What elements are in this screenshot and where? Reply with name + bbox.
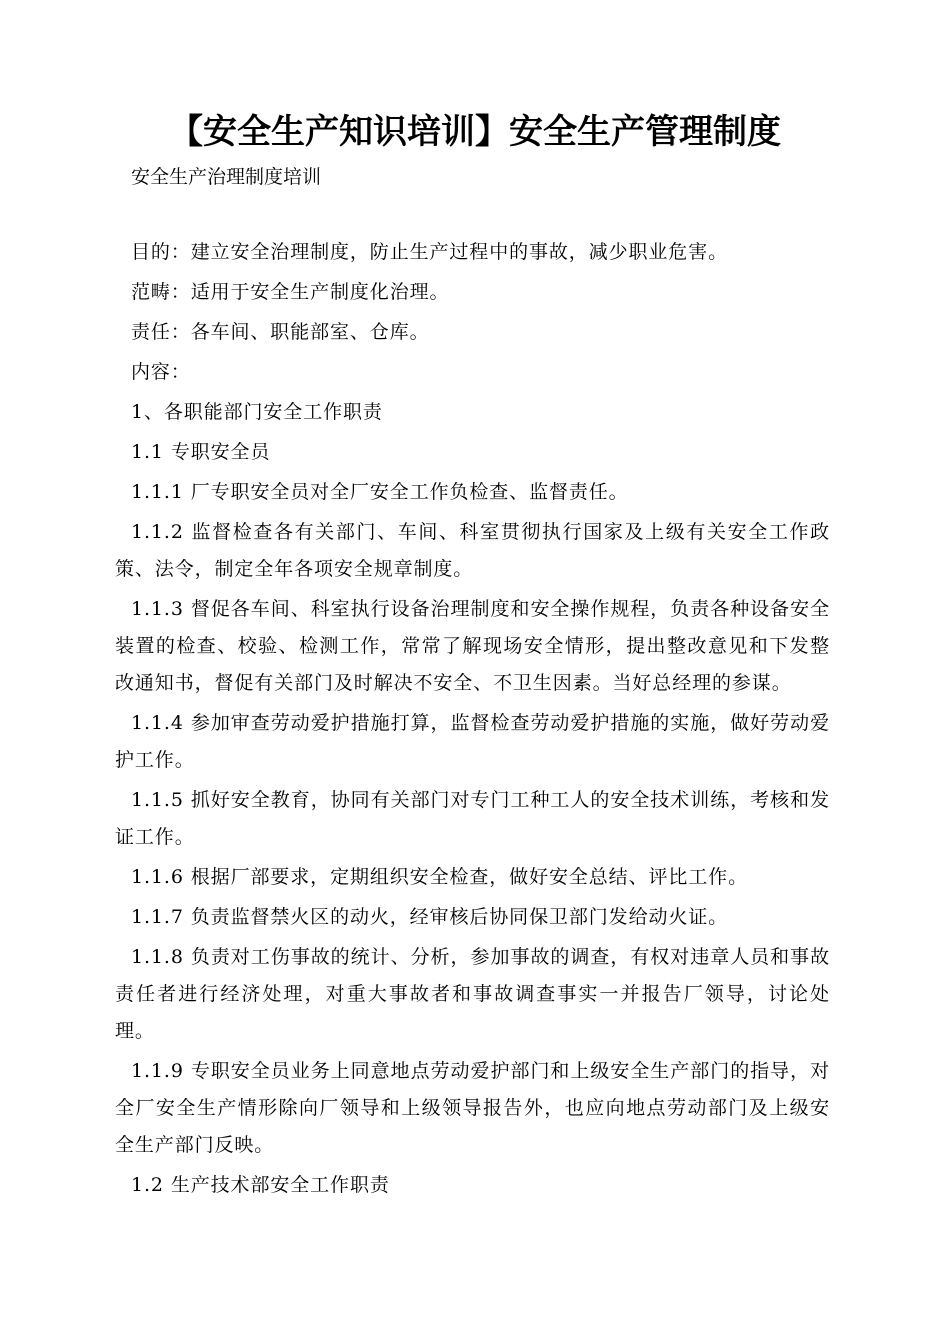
clause-1-1-9: 1.1.9 专职安全员业务上同意地点劳动爱护部门和上级安全生产部门的指导，对全厂安全生产情形除向厂领导和上级领导报告外，也应向地点劳动部门及上级安全生产部门反映。 bbox=[115, 1060, 830, 1156]
paragraph-responsibility: 责任：各车间、职能部室、仓库。 bbox=[131, 321, 430, 343]
section-heading-1: 1、各职能部门安全工作职责 bbox=[131, 401, 383, 423]
document-subtitle: 安全生产治理制度培训 bbox=[131, 166, 322, 188]
document-body bbox=[115, 234, 830, 1207]
clause-1-1-3: 1.1.3 督促各车间、科室执行设备治理制度和安全操作规程，负责各种设备安全装置的检查、校验、检测工作，常常了解现场安全情形，提出整改意见和下发整改通知书，督促有关部门及时解决不安全、不卫生因素。当好总经理的参谋。 bbox=[115, 598, 830, 694]
section-heading-1-2: 1.2 生产技术部安全工作职责 bbox=[131, 1174, 390, 1196]
section-heading-1-1: 1.1 专职安全员 bbox=[131, 441, 271, 463]
document-title: 【安全生产知识培训】安全生产管理制度 bbox=[169, 112, 781, 152]
clause-1-1-6: 1.1.6 根据厂部要求，定期组织安全检查，做好安全总结、评比工作。 bbox=[131, 866, 748, 888]
clause-1-1-5: 1.1.5 抓好安全教育，协同有关部门对专门工种工人的安全技术训练，考核和发证工作。 bbox=[115, 789, 830, 848]
clause-1-1-2: 1.1.2 监督检查各有关部门、车间、科室贯彻执行国家及上级有关安全工作政策、法令，制定全年各项安全规章制度。 bbox=[115, 521, 830, 580]
clause-1-1-7: 1.1.7 负责监督禁火区的动火，经审核后协同保卫部门发给动火证。 bbox=[131, 906, 729, 928]
paragraph-scope: 范畴：适用于安全生产制度化治理。 bbox=[131, 281, 450, 303]
paragraph-content-heading: 内容： bbox=[131, 361, 191, 383]
clause-1-1-4: 1.1.4 参加审查劳动爱护措施打算，监督检查劳动爱护措施的实施，做好劳动爱护工作。 bbox=[115, 712, 830, 771]
paragraph-purpose: 目的：建立安全治理制度，防止生产过程中的事故，减少职业危害。 bbox=[131, 241, 729, 263]
clause-1-1-1: 1.1.1 厂专职安全员对全厂安全工作负检查、监督责任。 bbox=[131, 481, 629, 503]
clause-1-1-8: 1.1.8 负责对工伤事故的统计、分析，参加事故的调查，有权对违章人员和事故责任者进行经济处理，对重大事故者和事故调查事实一并报告厂领导，讨论处理。 bbox=[115, 946, 830, 1042]
